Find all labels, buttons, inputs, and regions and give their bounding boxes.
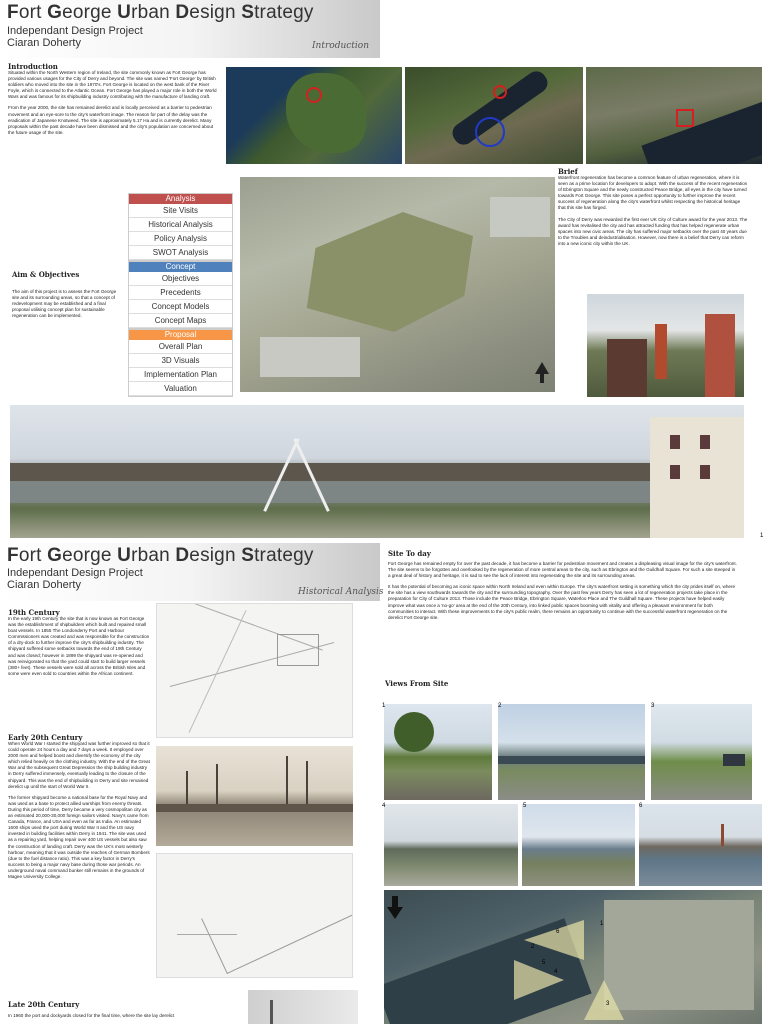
process-item: Concept Models [129,300,232,314]
historic-photo-late-20th [248,990,358,1024]
early20-text: When World War I started the shipyard was further improved so that it could operate 24 hours a day and 7 days a week. It employed over 2000 men and helped boost and diversify the economy of the city which relied heavily on the clothing industry. With the end of the Great War and the subsequent Great Depression the ship building industry in Derry suffered immensely, eventually leading to the closure of the shipyard. This was the end of shipbuilding in Derry and site remained derelict up until the start of World War II. The former shipyard become a national base for the Royal Navy and was used as a base to protect allied warships from enemy threats. During this period of time, Derry became a very cosmopolitan city as an estimated 20,000-30,000 foreign sailors visited. Navy's came from Canada, France, and USA and even as far as India. An estimated 1600 ships used the port during World War II and the US navy invested in building facilities within Derry in 1941. The site was used as a repairing yard, helping repair over 400 US vessels but also saw the construction of landing craft. Derry was the UK's most westerly harbour, meaning that it was outside the reaches of German Bombers (due to the fuel distance ratio). This was a key factor in Derry's success to being a major navy base during those war periods. An underground naval command bunker still remains in the grounds of Magee University College. [8,741,150,879]
aerial-site-image [240,177,555,392]
process-proposal-header: Proposal [129,330,232,340]
brief-text: Waterfront regeneration has become a common feature of urban regeneration, where it is seen as a prime location for developers to adopt. With the success of the recent regeneration of Ebrington Square and the newly constructed Peace Bridge, all eyes in the city have turned towards Fort George. This site poses a perfect opportunity to further improve the recent success of regeneration along the city's waterfront whilst respecting the historical heritage that this site has forged. The City of Derry was rewarded the first ever UK City of Culture award for the year 2013. The award has revitalised the city and has attracted funding that has helped regenerate urban spaces into new civic areas. The city has suffered major setbacks over the past 40 years due to the Troubles and deindustrialisation. However, now there is a belief that Derry can reform into a new iconic city within the UK. [558,175,748,246]
intro-text: Situated within the North Western region of Ireland, the site commonly known as Fort George has provided various usages for the City of Derry and beyond. The site was named 'Fort George' by British soldiers who moved into the site in the 1970's. Fort George is located on the west bank of the River Foyle, which is connected to the Atlantic Ocean. Fort George has played a major role in both the World Wars and was famous for its shipbuilding industry contributing with the manufacture of landing craft. From the year 2000, the site has remained derelict and is locally perceived as a barrier to pedestrian movement and an eye-sore to the city's waterfront image. The reason for part of the delay was the eradication of Japanese Knotweed. The site is approximately 5.17 Ha and is currently derelict. Many proposals within the past decade have been dismissed and the city's population are concerned about the future usage of the site. [8,70,217,135]
view-number: 5 [523,803,527,809]
process-item: SWOT Analysis [129,246,232,260]
c19-text: In the early 19th Century the site that is now known as Fort George was the establishment of shipbuilders which built and repaired small boat vessels. In 1855 The Londonderry Port and Harbour Commissioners was created and was responsible for the construction of a dry-dock to further improve the city's shipbuilding industry. The shipyard suffered some setbacks towards the end of 19th Century and was closed; however in 1899 the shipyard was re-opened and was reinvigorated so that the yard could start to build larger vessels (380+ feet). These vessels were sold all across the British Isles and some were even sold to countries within the African continent. [8,616,150,676]
process-concept-box [128,261,233,329]
process-item: Valuation [129,382,232,396]
today-text: Fort George has remained empty for over the past decade, it has become a barrier for pedestrian movement and creates a displeasing visual image for the city's waterfront. The site seems to be forgotten and overlooked by the regeneration of more central areas to the city, such as Ebrington and the Guildhall Square. For such a site steeped in a great deal of history and heritage, it is sad to see the lack of interest into regenerating the site and its surrounding areas. It has the potential of becoming an iconic space within North Ireland and even within Europe. The city's waterfront setting is something which the city prides itself on, where the site has a view southwards towards the city and the surrounding topography. Over the past few years Derry has seen a lot of regeneration projects take place in the preparation for City of Culture 2013. Those include the Peace Bridge, Ebrington Square, Waterloo Place and The Guildhall Square. These projects have helped easily improve what was once a 'no-go' area at the end of the 20th Century, into linked public spaces booming with vitality and offering a pleasant environment for both communities to interact. With these improvements to the city's public realm, there remains an opportunity to continue with the successful waterfront regeneration on the derelict Fort George site. [388,561,737,620]
panorama-photo [10,405,744,538]
map-marker: 3 [606,1001,610,1007]
aims-heading: Aim & Objectives [12,270,80,279]
view-photo-2 [498,704,645,800]
page1-subtitle: Independant Design Project [7,25,143,37]
page2-section-tag: Historical Analysis [298,587,384,597]
c19-heading: 19th Century [8,608,60,617]
map-marker: 1 [600,921,604,927]
brief-heading: Brief [558,167,578,176]
late20-heading: Late 20th Century [8,1000,80,1009]
process-item: Overall Plan [129,340,232,354]
process-analysis-box [128,193,233,261]
view-photo-5 [522,804,635,886]
map-marker: 5 [542,960,546,966]
map-marker: 2 [531,944,535,950]
page1-author: Ciaran Doherty [7,37,81,49]
view-photo-1 [384,704,492,800]
today-heading: Site To day [388,549,431,558]
view-photo-3 [651,704,752,800]
early20-heading: Early 20th Century [8,733,83,742]
satellite-image-site [586,67,762,164]
historic-map-20th-century [156,853,353,978]
historic-photo-shipyard [156,746,353,846]
guildhall-photo [587,294,744,397]
viewpoints-aerial-image [384,890,762,1024]
process-proposal-box [128,329,233,397]
process-item: Objectives [129,272,232,286]
satellite-image-ireland [226,67,402,164]
page1-section-tag: Introduction [312,41,369,51]
late20-text: In 1960 the port and dockyards closed for the final time, where the site lay derelict [8,1013,175,1018]
view-number: 1 [382,703,386,709]
process-analysis-header: Analysis [129,194,232,204]
page2-subtitle: Independant Design Project [7,567,143,579]
process-item: Implementation Plan [129,368,232,382]
process-item: Concept Maps [129,314,232,328]
process-concept-header: Concept [129,262,232,272]
page1-title: Fort George Urban Design Strategy [7,2,314,23]
map-marker: 6 [556,929,560,935]
page2-author: Ciaran Doherty [7,579,81,591]
map-marker: 4 [554,969,558,975]
process-item: 3D Visuals [129,354,232,368]
view-number: 4 [382,803,386,809]
views-heading: Views From Site [385,679,449,688]
page2-title: Fort George Urban Design Strategy [7,545,314,566]
satellite-image-derry [405,67,583,164]
view-photo-6 [639,804,762,886]
process-item: Site Visits [129,204,232,218]
view-number: 6 [639,803,643,809]
historic-map-19th-century [156,603,353,738]
process-item: Historical Analysis [129,218,232,232]
intro-heading: Introduction [8,62,58,71]
page-number: 1 [760,533,764,539]
aims-text: The aim of this project is to assess the Fort George site and its surrounding areas, so that a concept of redevelopment may be established and a final proposal utilising concept plan for sustainable regeneration can be implemented. [12,289,117,319]
view-photo-4 [384,804,518,886]
view-number: 2 [498,703,502,709]
process-item: Policy Analysis [129,232,232,246]
process-item: Precedents [129,286,232,300]
view-number: 3 [651,703,655,709]
